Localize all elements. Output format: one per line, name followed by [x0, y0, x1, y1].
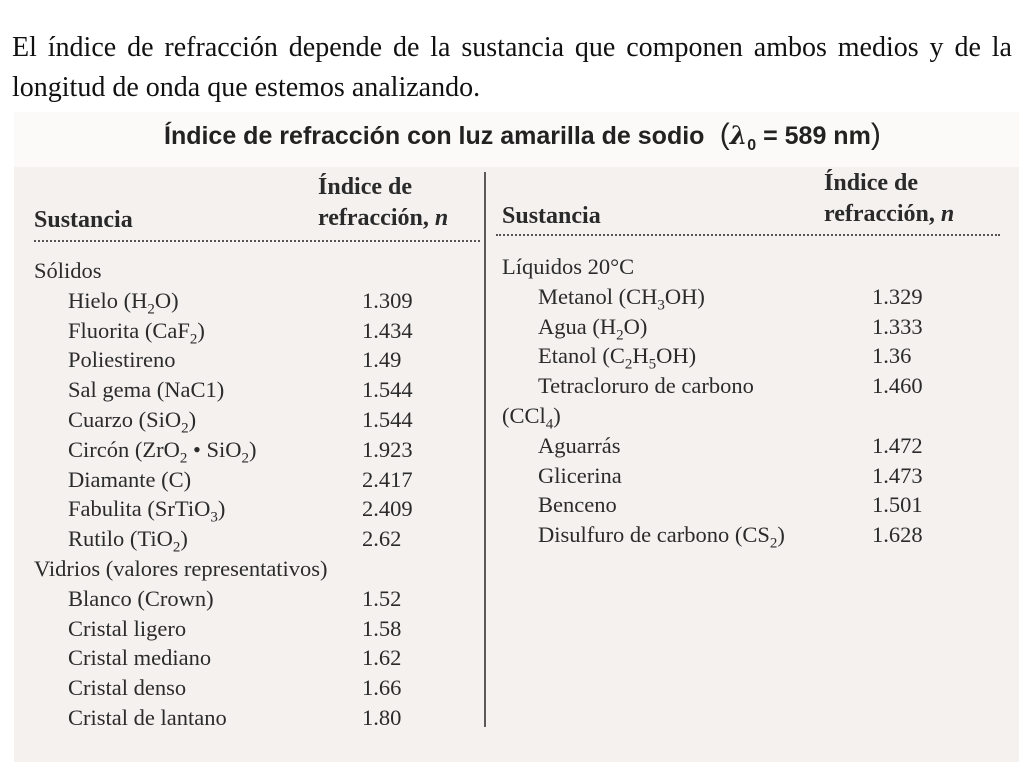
right-substance-name: (CCl$_4$)	[502, 402, 561, 433]
left-row	[34, 286, 474, 316]
left-row	[34, 673, 474, 703]
right-row	[502, 401, 1002, 431]
left-substance-name: Sólidos	[34, 258, 102, 283]
right-substance-name: Benceno	[538, 492, 617, 518]
wavelength-symbol: λ	[729, 121, 748, 150]
right-header-indice-line1: Índice de	[824, 170, 919, 196]
left-substance-name: Cristal de lantano	[68, 704, 227, 730]
right-header-indice	[824, 168, 954, 230]
left-refractive-index: 1.52	[362, 585, 402, 611]
table-title-text: Índice de refracción con luz amarilla de sodio	[164, 122, 705, 150]
left-substance-name: Poliestireno	[68, 347, 176, 373]
right-refractive-index: 1.333	[872, 313, 923, 339]
left-row	[34, 643, 474, 673]
left-header-indice-line2: refracción,	[318, 205, 435, 231]
left-refractive-index: 1.58	[362, 615, 402, 641]
right-header-n: n	[940, 201, 955, 227]
left-refractive-index: 2.62	[362, 526, 402, 552]
left-row	[34, 465, 474, 495]
left-refractive-index: 1.923	[362, 436, 413, 462]
left-substance-name: Cristal mediano	[68, 645, 212, 671]
right-row	[502, 282, 1002, 312]
left-substance-list	[34, 256, 474, 733]
left-refractive-index: 1.434	[362, 317, 413, 343]
right-substance-name: Agua $(H_2O)$	[538, 313, 648, 344]
right-substance-name: Aguarrás	[538, 432, 621, 458]
left-refractive-index: 1.544	[362, 406, 413, 432]
left-header-sustancia: Sustancia	[34, 207, 133, 233]
left-substance-name: Cuarzo (SiO$_2$)	[68, 406, 197, 437]
right-refractive-index: 1.472	[872, 432, 923, 458]
left-substance-name: Vidrios (valores representativos)	[34, 555, 328, 581]
left-substance-name: Rutilo (TiO$_2$)	[68, 526, 188, 556]
left-refractive-index: 2.417	[362, 466, 413, 492]
left-substance-name: Blanco (Crown)	[68, 585, 214, 611]
left-substance-name: Sal gema (NaC1)	[68, 377, 225, 403]
left-refractive-index: 1.309	[362, 287, 413, 313]
left-row	[34, 435, 474, 465]
left-substance-name: Cristal ligero	[68, 615, 187, 641]
right-refractive-index: 1.628	[872, 522, 923, 548]
left-substance-name: Fabulita (SrTiO$_3$)	[68, 496, 226, 526]
right-header-sustancia: Sustancia	[502, 203, 601, 229]
column-divider	[484, 172, 486, 727]
right-substance-name: Metanol $(CH_3OH)$	[538, 283, 705, 314]
left-row	[34, 405, 474, 435]
right-refractive-index: 1.473	[872, 462, 923, 488]
left-group-heading	[34, 554, 474, 584]
left-refractive-index: 1.62	[362, 645, 402, 671]
left-substance-name: Diamante (C)	[68, 466, 192, 492]
left-row	[34, 703, 474, 733]
right-refractive-index: 1.329	[872, 283, 923, 309]
right-substance-name: Glicerina	[538, 462, 622, 488]
right-substance-list	[502, 252, 1002, 550]
left-row	[34, 494, 474, 524]
left-refractive-index: 2.409	[362, 496, 413, 522]
right-substance-name: Líquidos 20°C	[502, 254, 635, 279]
left-header-indice-line1: Índice de	[318, 174, 413, 200]
left-refractive-index: 1.66	[362, 675, 402, 701]
left-header-rule	[34, 240, 480, 242]
left-row	[34, 316, 474, 346]
right-row	[502, 312, 1002, 342]
left-row	[34, 345, 474, 375]
right-substance-name: Tetracloruro de carbono	[538, 373, 754, 399]
table-title: Índice de refracción con luz amarilla de sodio ($\lambda_0 = 589$ nm)	[164, 118, 881, 154]
right-row	[502, 341, 1002, 371]
left-refractive-index: 1.49	[362, 347, 402, 373]
wavelength-value: = 589 nm	[756, 122, 871, 150]
right-row	[502, 461, 1002, 491]
right-row	[502, 431, 1002, 461]
left-substance-name: Circón (ZrO$_2$ • SiO$_2$)	[68, 436, 257, 467]
right-row	[502, 490, 1002, 520]
left-row	[34, 614, 474, 644]
right-refractive-index: 1.36	[872, 343, 912, 369]
left-header-indice	[318, 172, 448, 234]
left-substance-name: Hielo $(H_2O)$	[68, 287, 179, 318]
left-row	[34, 584, 474, 614]
left-refractive-index: 1.80	[362, 704, 402, 730]
wavelength-subscript: 0	[747, 137, 757, 154]
left-header-n: n	[434, 205, 449, 231]
left-row	[34, 375, 474, 405]
right-row	[502, 371, 1002, 401]
right-substance-name: Disulfuro de carbono $(CS_2)$	[538, 522, 785, 552]
left-substance-name: Fluorita (CaF$_2$)	[68, 317, 205, 348]
left-group-heading	[34, 256, 474, 286]
right-row	[502, 520, 1002, 550]
right-header-indice-line2: refracción,	[824, 201, 941, 227]
left-substance-name: Cristal denso	[68, 675, 187, 701]
right-refractive-index: 1.460	[872, 373, 923, 399]
right-group-heading	[502, 252, 1002, 282]
right-substance-name: Etanol $(C_2H_5OH)$	[538, 343, 697, 373]
right-header-rule	[496, 234, 1000, 236]
left-row	[34, 524, 474, 554]
left-refractive-index: 1.544	[362, 377, 413, 403]
intro-paragraph: El índice de refracción depende de la sustancia que componen ambos medios y de la longitud de onda que estemos analizando.	[12, 32, 1012, 103]
right-refractive-index: 1.501	[872, 492, 923, 518]
